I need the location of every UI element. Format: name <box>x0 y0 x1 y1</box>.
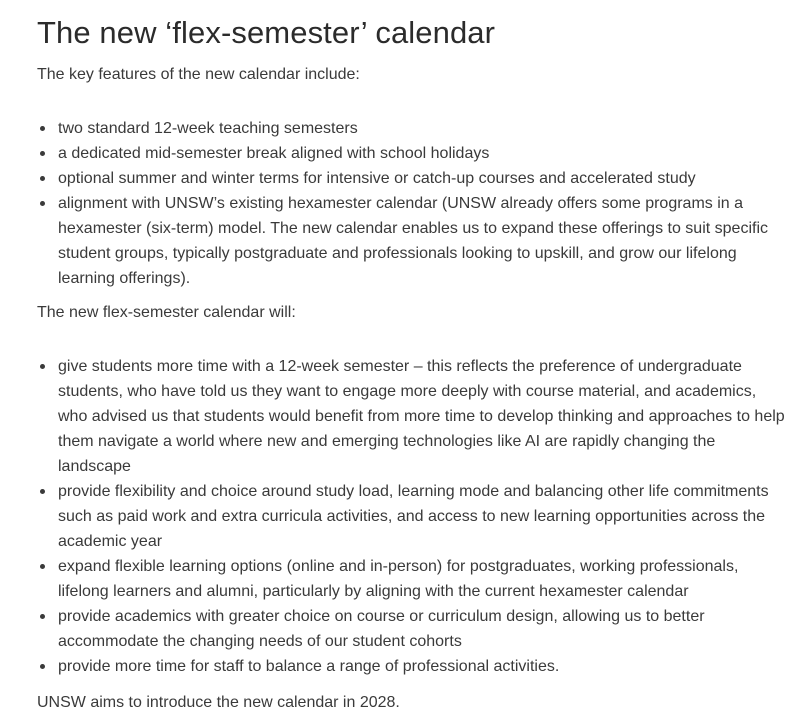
benefits-list <box>37 354 789 679</box>
list-item: give students more time with a 12-week semester – this reflects the preference of undergraduate students, who have told us they want to engage more deeply with course material, and academics, who advised us that students would benefit from more time to develop thinking and approaches to help them navigate a world where new and emerging technologies like AI are rapidly changing the landscape <box>37 354 789 479</box>
list-item: provide academics with greater choice on course or curriculum design, allowing us to better accommodate the changing needs of our student cohorts <box>37 604 789 654</box>
closing-statement: UNSW aims to introduce the new calendar in 2028. <box>37 694 400 711</box>
features-list <box>37 116 789 291</box>
features-intro: The key features of the new calendar include: <box>37 66 360 83</box>
article-content <box>37 0 789 715</box>
list-item: optional summer and winter terms for intensive or catch-up courses and accelerated study <box>37 166 789 191</box>
page-title: The new ‘flex-semester’ calendar <box>37 15 496 50</box>
list-item: provide flexibility and choice around study load, learning mode and balancing other life commitments such as paid work and extra curricula activities, and access to new learning opportunities across the academic year <box>37 479 789 554</box>
list-item: a dedicated mid-semester break aligned with school holidays <box>37 141 789 166</box>
list-item: alignment with UNSW’s existing hexamester calendar (UNSW already offers some programs in a hexamester (six-term) model. The new calendar enables us to expand these offerings to suit specific student groups, typically postgraduate and professionals looking to upskill, and grow our lifelong learning offerings). <box>37 191 789 291</box>
list-item: expand flexible learning options (online and in-person) for postgraduates, working professionals, lifelong learners and alumni, particularly by aligning with the current hexamester calendar <box>37 554 789 604</box>
list-item: provide more time for staff to balance a range of professional activities. <box>37 654 789 679</box>
list-item: two standard 12-week teaching semesters <box>37 116 789 141</box>
benefits-intro: The new flex-semester calendar will: <box>37 304 296 321</box>
